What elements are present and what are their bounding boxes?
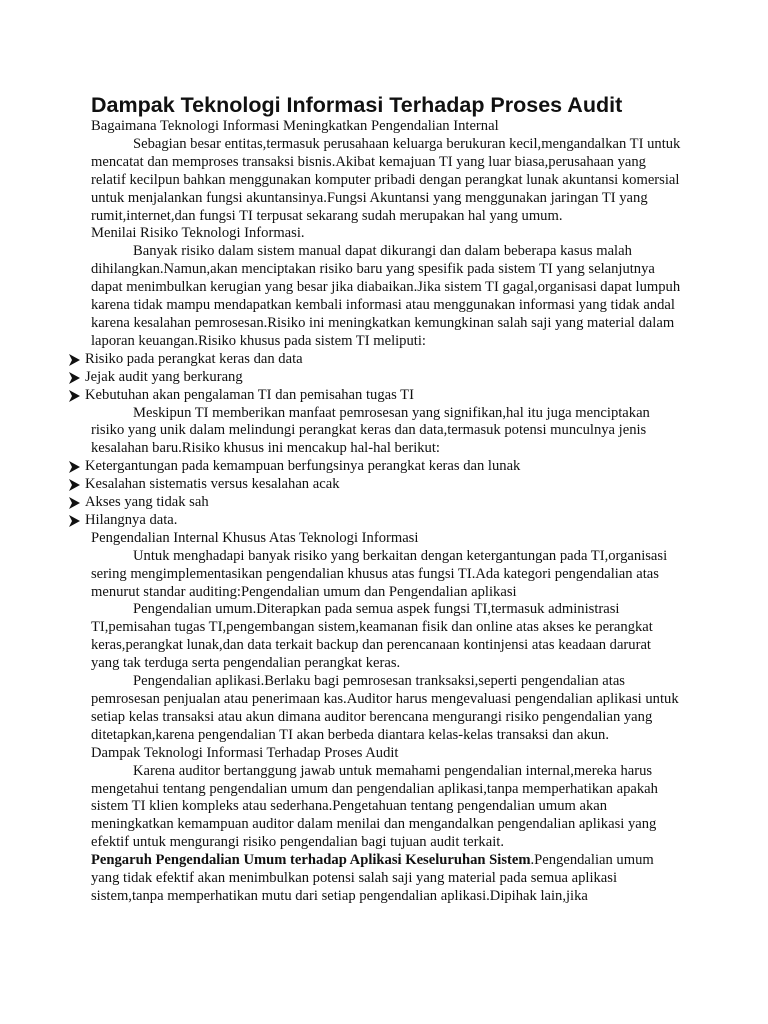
section-heading-menilai-risiko: Menilai Risiko Teknologi Informasi. — [91, 225, 305, 242]
arrowhead-bullet-icon — [68, 354, 81, 366]
arrowhead-bullet-icon — [68, 372, 81, 384]
list-item — [85, 512, 675, 530]
arrowhead-bullet-icon — [68, 515, 81, 527]
document-body — [85, 118, 681, 906]
list-item-text: Hilangnya data. — [85, 511, 178, 528]
paragraph-manfaat-ti: Meskipun TI memberikan manfaat pemrosesan yang signifikan,hal itu juga menciptakan risiko yang unik dalam melindungi perangkat keras dan data,termasuk potensi munculnya jenis kesalahan baru.Risiko khusus ini mencakup hal-hal berikut: — [91, 404, 650, 457]
arrowhead-bullet-icon — [68, 479, 81, 491]
paragraph-entitas: Sebagian besar entitas,termasuk perusahaan keluarga berukuran kecil,mengandalkan TI untuk mencatat dan memproses transaksi bisnis.Akibat kemajuan TI yang luar biasa,perusahaan yang relatif kecilpun bahkan menggunakan komputer pribadi dengan perangkat lunak akuntansi komersial untuk menjalankan fungsi akuntansinya.Fungsi Akuntansi yang menggunakan jaringan TI yang rumit,internet,dan fungsi TI terpusat sekarang sudah merupakan hal yang umum. — [91, 135, 681, 224]
section-heading-dampak-ti: Dampak Teknologi Informasi Terhadap Proses Audit — [91, 744, 399, 761]
arrowhead-bullet-icon — [68, 497, 81, 509]
section-heading-pengendalian-khusus: Pengendalian Internal Khusus Atas Teknologi Informasi — [91, 529, 419, 546]
document-title: Dampak Teknologi Informasi Terhadap Proses Audit — [91, 93, 623, 117]
list-item-text: Kesalahan sistematis versus kesalahan acak — [85, 476, 340, 493]
paragraph-pengendalian-umum: Pengendalian umum.Diterapkan pada semua aspek fungsi TI,termasuk administrasi TI,pemisahan tugas TI,pengembangan sistem,keamanan fisik dan online atas akses ke perangkat keras,perangkat lunak,dan data terkait backup dan perencanaan kontinjensi atas keadaan darurat yang tak terduga serta pengendalian perangkat keras. — [91, 601, 653, 672]
list-item-text: Ketergantungan pada kemampuan berfungsinya perangkat keras dan lunak — [85, 458, 521, 475]
list-item — [85, 458, 675, 476]
paragraph-risiko-manual: Banyak risiko dalam sistem manual dapat dikurangi dan dalam beberapa kasus malah dihilangkan.Namun,akan menciptakan risiko baru yang spesifik pada sistem TI yang selanjutnya dapat menimbulkan kerugian yang besar jika diabaikan.Jika sistem TI gagal,organisasi dapat lumpuh karena tidak mampu mendapatkan kembali informasi atau menggunakan informasi yang tidak andal karena kesalahan pemrosesan.Risiko ini meningkatkan kemungkinan salah saji yang material dalam laporan keuangan.Risiko khusus pada sistem TI meliputi: — [91, 243, 681, 349]
list-item-text: Akses yang tidak sah — [85, 494, 209, 511]
paragraph-pengaruh-bold: Pengaruh Pengendalian Umum terhadap Aplikasi Keseluruhan Sistem — [91, 852, 531, 869]
paragraph-pengendalian-aplikasi: Pengendalian aplikasi.Berlaku bagi pemrosesan tranksaksi,seperti pengendalian atas pemrosesan penjualan atau penerimaan kas.Auditor harus mengevaluasi pengendalian aplikasi untuk setiap kelas transaksi atau akun dimana auditor berencana mengurangi risiko pengendalian yang ditetapkan,karena pengendalian TI akan berbeda diantara kelas-kelas transaksi dan akun. — [91, 673, 679, 743]
list-item — [85, 494, 675, 512]
list-item-text: Kebutuhan akan pengalaman TI dan pemisahan tugas TI — [85, 386, 414, 403]
list-item — [85, 476, 675, 494]
list-item — [85, 387, 675, 405]
paragraph-menghadapi-risiko: Untuk menghadapi banyak risiko yang berkaitan dengan ketergantungan pada TI,organisasi sering mengimplementasikan pengendalian khusus atas fungsi TI.Ada kategori pengendalian atas menurut standar auditing:Pengendalian umum dan Pengendalian aplikasi — [91, 547, 668, 600]
arrowhead-bullet-icon — [68, 390, 81, 402]
special-risk-list — [85, 458, 681, 530]
paragraph-pengaruh-rest: .Pengendalian umum yang tidak efektif akan menimbulkan potensi salah saji yang material pada semua aplikasi sistem,tanpa memperhatikan mutu dari setiap pengendalian aplikasi.Dipihak lain,jika — [91, 852, 654, 904]
arrowhead-bullet-icon — [68, 461, 81, 473]
list-item-text: Jejak audit yang berkurang — [85, 368, 243, 385]
list-item-text: Risiko pada perangkat keras dan data — [85, 350, 303, 367]
paragraph-auditor: Karena auditor bertanggung jawab untuk memahami pengendalian internal,mereka harus mengetahui tentang pengendalian umum dan pengendalian aplikasi,tanpa memperhatikan apakah sistem TI klien kompleks atau sederhana.Pengetahuan tentang pengendalian umum akan meningkatkan kemampuan auditor dalam menilai dan mengandalkan pengendalian aplikasi yang efektif untuk mengurangi risiko pengendalian bagi tujuan audit terkait. — [91, 762, 658, 851]
list-item — [85, 369, 675, 387]
list-item — [85, 351, 675, 369]
paragraph-pengaruh — [91, 852, 681, 906]
section-heading-ti-pengendalian: Bagaimana Teknologi Informasi Meningkatkan Pengendalian Internal — [91, 118, 499, 134]
risk-list — [85, 350, 681, 405]
